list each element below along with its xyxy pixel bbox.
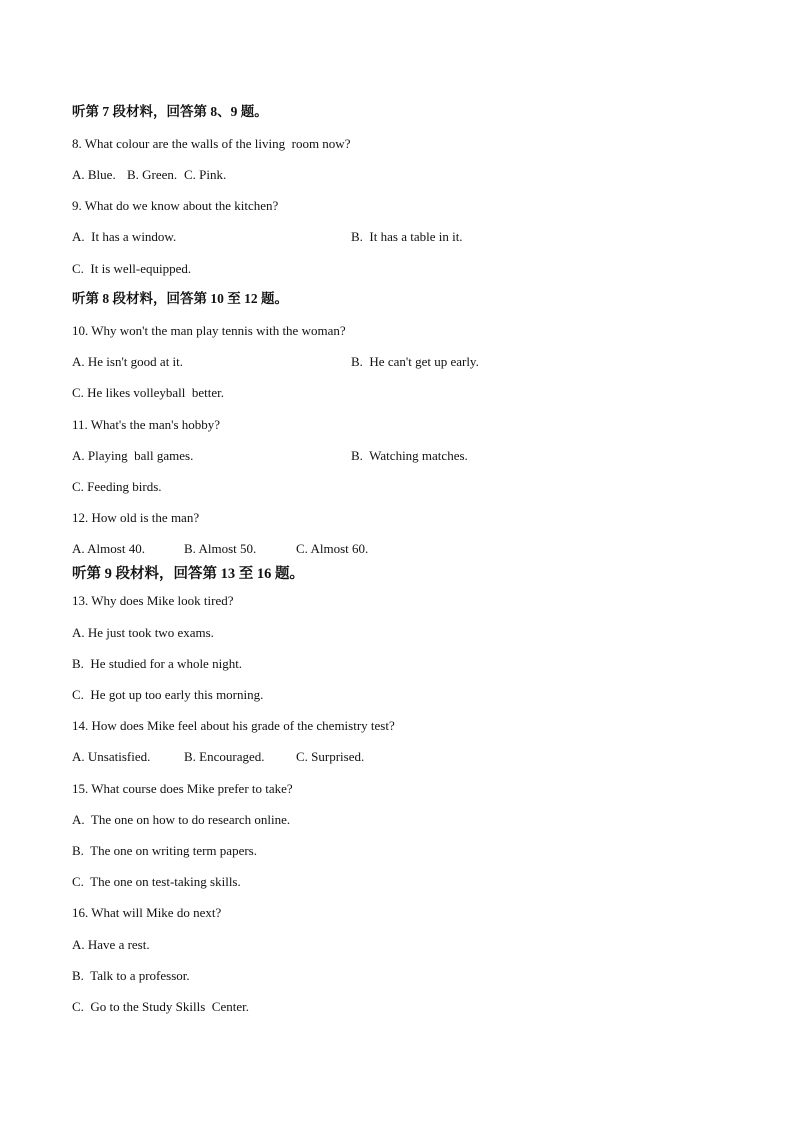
option-c: C. He likes volleyball better. — [72, 385, 224, 400]
option-c: C. Almost 60. — [296, 541, 369, 556]
option-b: B. Almost 50. — [184, 541, 257, 556]
question-11-stem: 11. What's the man's hobby? — [72, 417, 221, 432]
option-c: C. Feeding birds. — [72, 479, 162, 494]
option-b: B. Watching matches. — [351, 448, 468, 463]
option-a: A. Unsatisfied. — [72, 749, 151, 764]
option-b: B. He can't get up early. — [351, 354, 479, 369]
option-b: B. The one on writing term papers. — [72, 843, 257, 858]
option-a: A. Almost 40. — [72, 541, 145, 556]
question-13-stem: 13. Why does Mike look tired? — [72, 593, 234, 608]
question-8-stem: 8. What colour are the walls of the living room now? — [72, 136, 351, 151]
option-a: A. He just took two exams. — [72, 625, 214, 640]
question-15-stem: 15. What course does Mike prefer to take? — [72, 781, 293, 796]
option-c: C. Go to the Study Skills Center. — [72, 999, 249, 1014]
option-b: B. He studied for a whole night. — [72, 656, 243, 671]
section-heading-7: 听第 7 段材料，回答第 8、9 题。 — [72, 104, 268, 119]
option-b: B. Green. — [127, 167, 178, 182]
question-16-stem: 16. What will Mike do next? — [72, 905, 222, 920]
option-c: C. The one on test-taking skills. — [72, 874, 241, 889]
section-heading-9: 听第 9 段材料，回答第 13 至 16 题。 — [72, 566, 304, 582]
option-c: C. Pink. — [184, 167, 227, 182]
option-a: A. Playing ball games. — [72, 448, 194, 463]
option-c: C. He got up too early this morning. — [72, 687, 264, 702]
option-a: A. It has a window. — [72, 229, 177, 244]
option-b: B. It has a table in it. — [351, 229, 463, 244]
option-c: C. Surprised. — [296, 749, 365, 764]
option-b: B. Encouraged. — [184, 749, 265, 764]
option-a: A. He isn't good at it. — [72, 354, 184, 369]
question-10-stem: 10. Why won't the man play tennis with the woman? — [72, 323, 346, 338]
section-heading-8: 听第 8 段材料，回答第 10 至 12 题。 — [72, 291, 288, 306]
question-12-stem: 12. How old is the man? — [72, 510, 200, 525]
option-c: C. It is well-equipped. — [72, 261, 192, 276]
option-a: A. Have a rest. — [72, 937, 150, 952]
question-14-stem: 14. How does Mike feel about his grade of the chemistry test? — [72, 718, 395, 733]
option-a: A. The one on how to do research online. — [72, 812, 291, 827]
option-a: A. Blue. — [72, 167, 116, 182]
question-9-stem: 9. What do we know about the kitchen? — [72, 198, 279, 213]
option-b: B. Talk to a professor. — [72, 968, 190, 983]
